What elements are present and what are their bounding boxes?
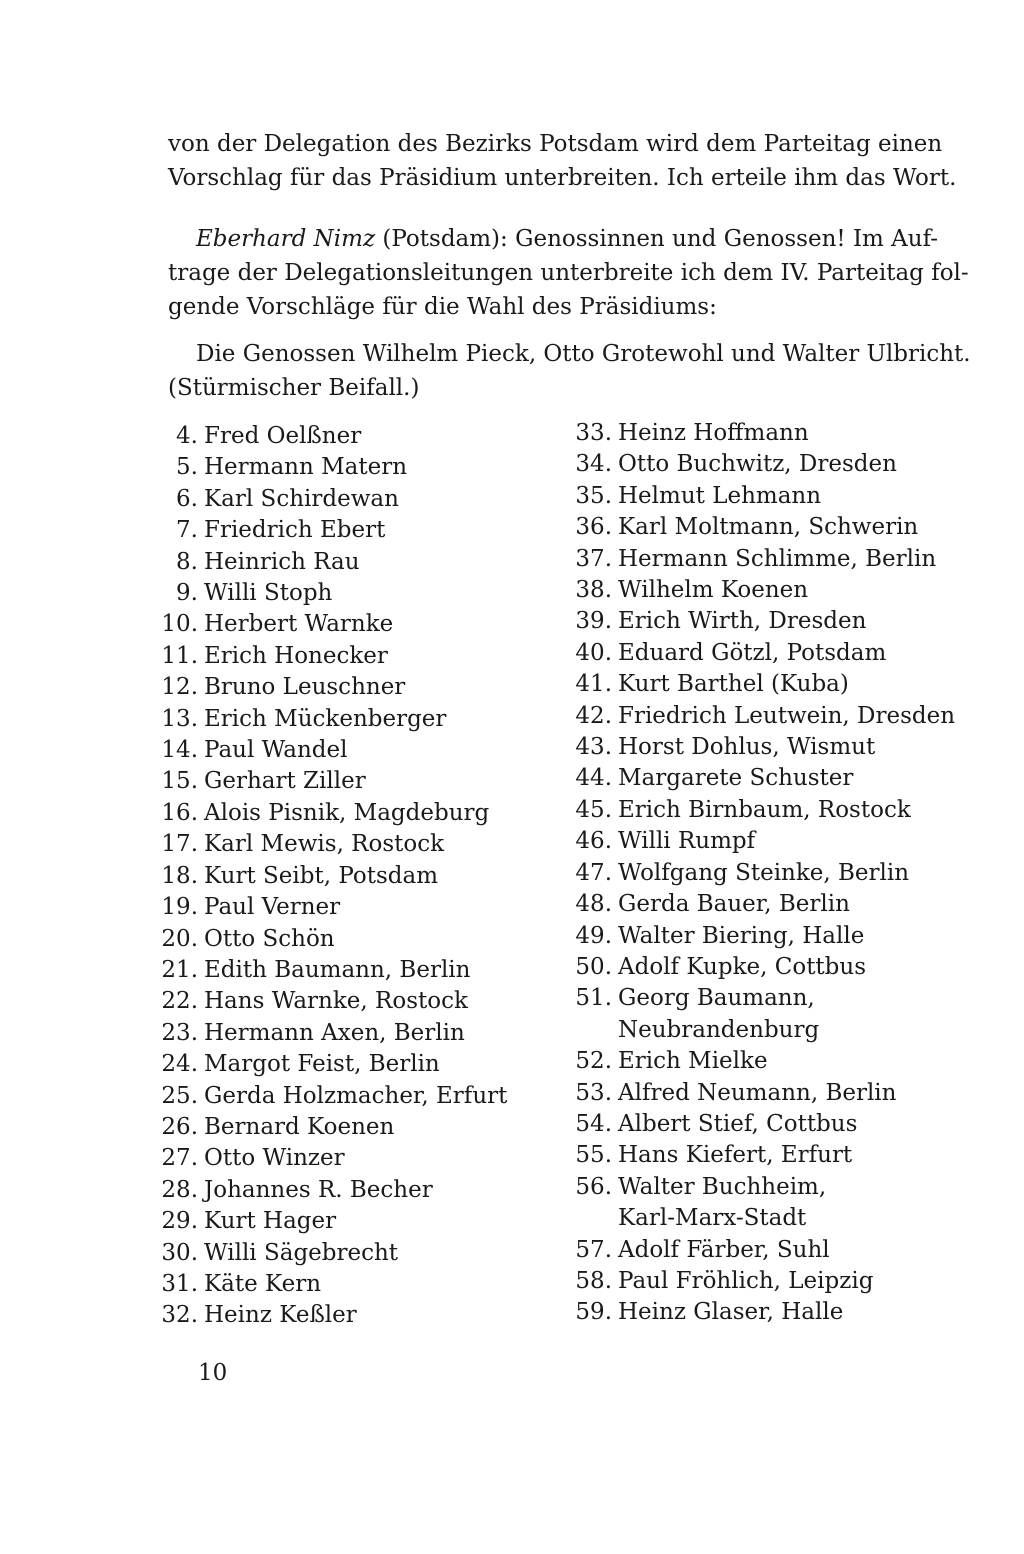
list-item-name: Paul Verner (204, 894, 341, 921)
list-item (160, 452, 507, 483)
list-item-name: Adolf Kupke, Cottbus (618, 953, 867, 980)
list-item-number: 13. (161, 705, 198, 732)
list-item (160, 892, 507, 923)
intro-paragraph (168, 127, 957, 195)
list-item-number: 57. (575, 1236, 612, 1263)
list-item-number: 38. (575, 577, 612, 604)
list-item (160, 1238, 507, 1269)
list-item-number: 49. (575, 922, 612, 949)
list-item-name: Erich Mielke (618, 1048, 768, 1075)
list-item (160, 735, 507, 766)
list-item-name: Käte Kern (204, 1270, 322, 1297)
list-item-name: Helmut Lehmann (618, 482, 822, 509)
list-item (160, 986, 507, 1017)
list-item-number: 43. (575, 734, 612, 761)
list-item (160, 1175, 507, 1206)
list-item-number: 16. (161, 799, 198, 826)
list-item (160, 1018, 507, 1049)
list-item-number: 58. (575, 1267, 612, 1294)
list-item (160, 861, 507, 892)
speaker-name: Eberhard Nimz (196, 226, 376, 252)
list-item (160, 421, 507, 452)
list-item-name: Heinz Hoffmann (618, 420, 809, 446)
list-item-name: Albert Stief, Cottbus (618, 1110, 858, 1137)
list-item-number: 7. (176, 517, 198, 544)
list-item (160, 1143, 507, 1174)
list-item-continuation: Karl-Marx-Stadt (618, 1205, 807, 1232)
list-item-name: Gerda Holzmacher, Erfurt (204, 1082, 508, 1109)
list-item-name: Alois Pisnik, Magdeburg (204, 799, 490, 826)
list-item (574, 1297, 955, 1328)
list-item-number: 19. (161, 894, 198, 921)
list-item-number: 56. (575, 1173, 612, 1200)
list-item-name: Walter Biering, Halle (618, 922, 865, 949)
list-item-name: Willi Sägebrecht (204, 1239, 399, 1266)
list-item-number: 17. (161, 831, 198, 858)
list-item-name: Gerhart Ziller (204, 768, 366, 795)
list-item (160, 1049, 507, 1080)
list-item (574, 575, 955, 606)
list-item-number: 14. (161, 737, 198, 764)
list-item (574, 544, 955, 575)
list-item-name: Georg Baumann, (618, 985, 815, 1012)
leaders-line-1: Die Genossen Wilhelm Pieck, Otto Grotewohl und Walter Ulbricht. (196, 341, 971, 367)
list-item (160, 955, 507, 986)
list-item (574, 606, 955, 637)
list-item (574, 1172, 955, 1203)
list-item-name: Margot Feist, Berlin (204, 1051, 440, 1078)
list-item-name: Erich Honecker (204, 642, 388, 669)
list-item (574, 795, 955, 826)
list-item-name: Erich Wirth, Dresden (618, 608, 867, 635)
list-item-name: Eduard Götzl, Potsdam (618, 639, 887, 666)
speech-paragraph (168, 222, 969, 324)
list-item-name: Wilhelm Koenen (618, 577, 809, 604)
list-item-number: 41. (575, 671, 612, 698)
list-item-number: 30. (161, 1239, 198, 1266)
list-item-number: 10. (161, 611, 198, 638)
list-item (574, 1109, 955, 1140)
list-item-number: 31. (161, 1270, 198, 1297)
list-item-name: Heinrich Rau (204, 548, 360, 575)
intro-line-1: von der Delegation des Bezirks Potsdam wird dem Parteitag einen (168, 131, 943, 157)
list-item-name: Hermann Schlimme, Berlin (618, 545, 937, 572)
list-item-number: 39. (575, 608, 612, 635)
list-item-number: 35. (575, 482, 612, 509)
list-item-name: Otto Winzer (204, 1145, 345, 1172)
list-item (574, 921, 955, 952)
list-item-number: 44. (575, 765, 612, 792)
list-item-number: 46. (575, 828, 612, 855)
list-item-number: 25. (161, 1082, 198, 1109)
list-item-number: 52. (575, 1048, 612, 1075)
list-item (574, 638, 955, 669)
list-item (160, 547, 507, 578)
presidium-list-left (160, 421, 507, 1332)
list-item-number: 20. (161, 925, 198, 952)
list-item-number: 18. (161, 862, 198, 889)
list-item-number: 36. (575, 514, 612, 541)
list-item-number: 51. (575, 985, 612, 1012)
list-item-number: 15. (161, 768, 198, 795)
list-item-name: Gerda Bauer, Berlin (618, 891, 850, 918)
list-item-number: 22. (161, 988, 198, 1015)
list-item-number: 40. (575, 639, 612, 666)
list-item-name: Alfred Neumann, Berlin (618, 1079, 897, 1106)
list-item-name: Kurt Barthel (Kuba) (618, 671, 849, 698)
list-item-name: Walter Buchheim, (618, 1173, 827, 1200)
list-item-number: 21. (161, 956, 198, 983)
list-item-number: 54. (575, 1110, 612, 1137)
list-item (160, 829, 507, 860)
speech-line-1-rest: (Potsdam): Genossinnen und Genossen! Im Auf- (375, 226, 939, 252)
list-item-number: 12. (161, 674, 198, 701)
intro-line-2: Vorschlag für das Präsidium unterbreiten. Ich erteile ihm das Wort. (168, 165, 957, 191)
list-item-number: 55. (575, 1142, 612, 1169)
page-number: 10 (198, 1360, 228, 1386)
list-item (160, 766, 507, 797)
list-item-name: Willi Rumpf (618, 828, 756, 855)
list-item-name: Bernard Koenen (204, 1113, 395, 1140)
list-item-number: 45. (575, 796, 612, 823)
list-item-number: 59. (575, 1299, 612, 1326)
presidium-list-right (574, 418, 955, 1329)
list-item-number: 37. (575, 545, 612, 572)
list-item-name: Erich Mückenberger (204, 705, 447, 732)
list-item (574, 1266, 955, 1297)
list-item (160, 1269, 507, 1300)
speech-line-3: gende Vorschläge für die Wahl des Präsidiums: (168, 294, 717, 320)
list-item-number: 50. (575, 953, 612, 980)
list-item (160, 672, 507, 703)
list-item-name: Edith Baumann, Berlin (204, 956, 471, 983)
list-item-name: Kurt Seibt, Potsdam (204, 862, 439, 889)
leaders-line-2: (Stürmischer Beifall.) (168, 375, 420, 401)
list-item-number: 33. (575, 420, 612, 446)
list-item-number: 4. (176, 423, 198, 449)
list-item-number: 11. (161, 642, 198, 669)
list-item-name: Adolf Färber, Suhl (618, 1236, 830, 1263)
list-item (160, 798, 507, 829)
list-item (574, 449, 955, 480)
list-item-number: 28. (161, 1176, 198, 1203)
list-item-number: 29. (161, 1208, 198, 1235)
list-item (574, 669, 955, 700)
list-item (574, 763, 955, 794)
list-item-name: Hans Warnke, Rostock (204, 988, 468, 1015)
list-item-number: 23. (161, 1019, 198, 1046)
list-item-name: Karl Moltmann, Schwerin (618, 514, 919, 541)
list-item-name: Hermann Axen, Berlin (204, 1019, 465, 1046)
list-item-number: 32. (161, 1302, 198, 1329)
list-item-number: 26. (161, 1113, 198, 1140)
list-item-number: 48. (575, 891, 612, 918)
list-item-name: Herbert Warnke (204, 611, 394, 638)
list-item (574, 952, 955, 983)
list-item-continuation: Neubrandenburg (618, 1016, 820, 1043)
list-item (574, 418, 955, 449)
list-item (574, 889, 955, 920)
list-item (160, 924, 507, 955)
list-item-name: Fred Oelßner (204, 423, 362, 449)
speech-line-1 (168, 222, 939, 256)
list-item (160, 609, 507, 640)
list-item-name: Karl Mewis, Rostock (204, 831, 445, 858)
list-item (574, 1140, 955, 1171)
list-item-number: 9. (176, 580, 198, 607)
list-item-name: Heinz Keßler (204, 1302, 357, 1329)
list-item (574, 1046, 955, 1077)
list-item-name: Johannes R. Becher (204, 1176, 433, 1203)
list-item (574, 1078, 955, 1109)
list-item-name: Karl Schirdewan (204, 485, 399, 512)
list-item-number: 6. (176, 485, 198, 512)
list-item-name: Friedrich Ebert (204, 517, 386, 544)
list-item-name: Friedrich Leutwein, Dresden (618, 702, 956, 729)
list-item-number: 42. (575, 702, 612, 729)
list-item (160, 578, 507, 609)
list-item-number: 47. (575, 859, 612, 886)
list-item-name: Wolfgang Steinke, Berlin (618, 859, 910, 886)
list-item (574, 512, 955, 543)
leaders-paragraph (168, 337, 971, 405)
list-item-name: Paul Fröhlich, Leipzig (618, 1267, 874, 1294)
list-item-name: Otto Buchwitz, Dresden (618, 451, 897, 478)
list-item (574, 1235, 955, 1266)
list-item (160, 641, 507, 672)
list-item-number: 53. (575, 1079, 612, 1106)
list-item (574, 701, 955, 732)
list-item-name: Heinz Glaser, Halle (618, 1299, 844, 1326)
list-item-name: Kurt Hager (204, 1208, 337, 1235)
list-item (160, 1206, 507, 1237)
list-item (160, 484, 507, 515)
list-item-name: Bruno Leuschner (204, 674, 406, 701)
list-item (574, 826, 955, 857)
list-item (160, 1300, 507, 1331)
list-item (574, 983, 955, 1014)
list-item-name: Otto Schön (204, 925, 335, 952)
list-item-number: 5. (176, 454, 198, 481)
list-item (574, 481, 955, 512)
list-item-name: Horst Dohlus, Wismut (618, 734, 876, 761)
list-item-name: Margarete Schuster (618, 765, 854, 792)
list-item-name: Hans Kiefert, Erfurt (618, 1142, 853, 1169)
list-item (160, 1081, 507, 1112)
list-item-name: Willi Stoph (204, 580, 333, 607)
list-item-name: Erich Birnbaum, Rostock (618, 796, 911, 823)
list-item-number: 8. (176, 548, 198, 575)
list-item-name: Hermann Matern (204, 454, 408, 481)
list-item-number: 34. (575, 451, 612, 478)
list-item (574, 732, 955, 763)
list-item (160, 704, 507, 735)
list-item (160, 1112, 507, 1143)
list-item-number: 27. (161, 1145, 198, 1172)
list-item-name: Paul Wandel (204, 737, 348, 764)
list-item (160, 515, 507, 546)
speech-line-2: trage der Delegationsleitungen unterbreite ich dem IV. Parteitag fol- (168, 260, 969, 286)
list-item (574, 858, 955, 889)
list-item-number: 24. (161, 1051, 198, 1078)
